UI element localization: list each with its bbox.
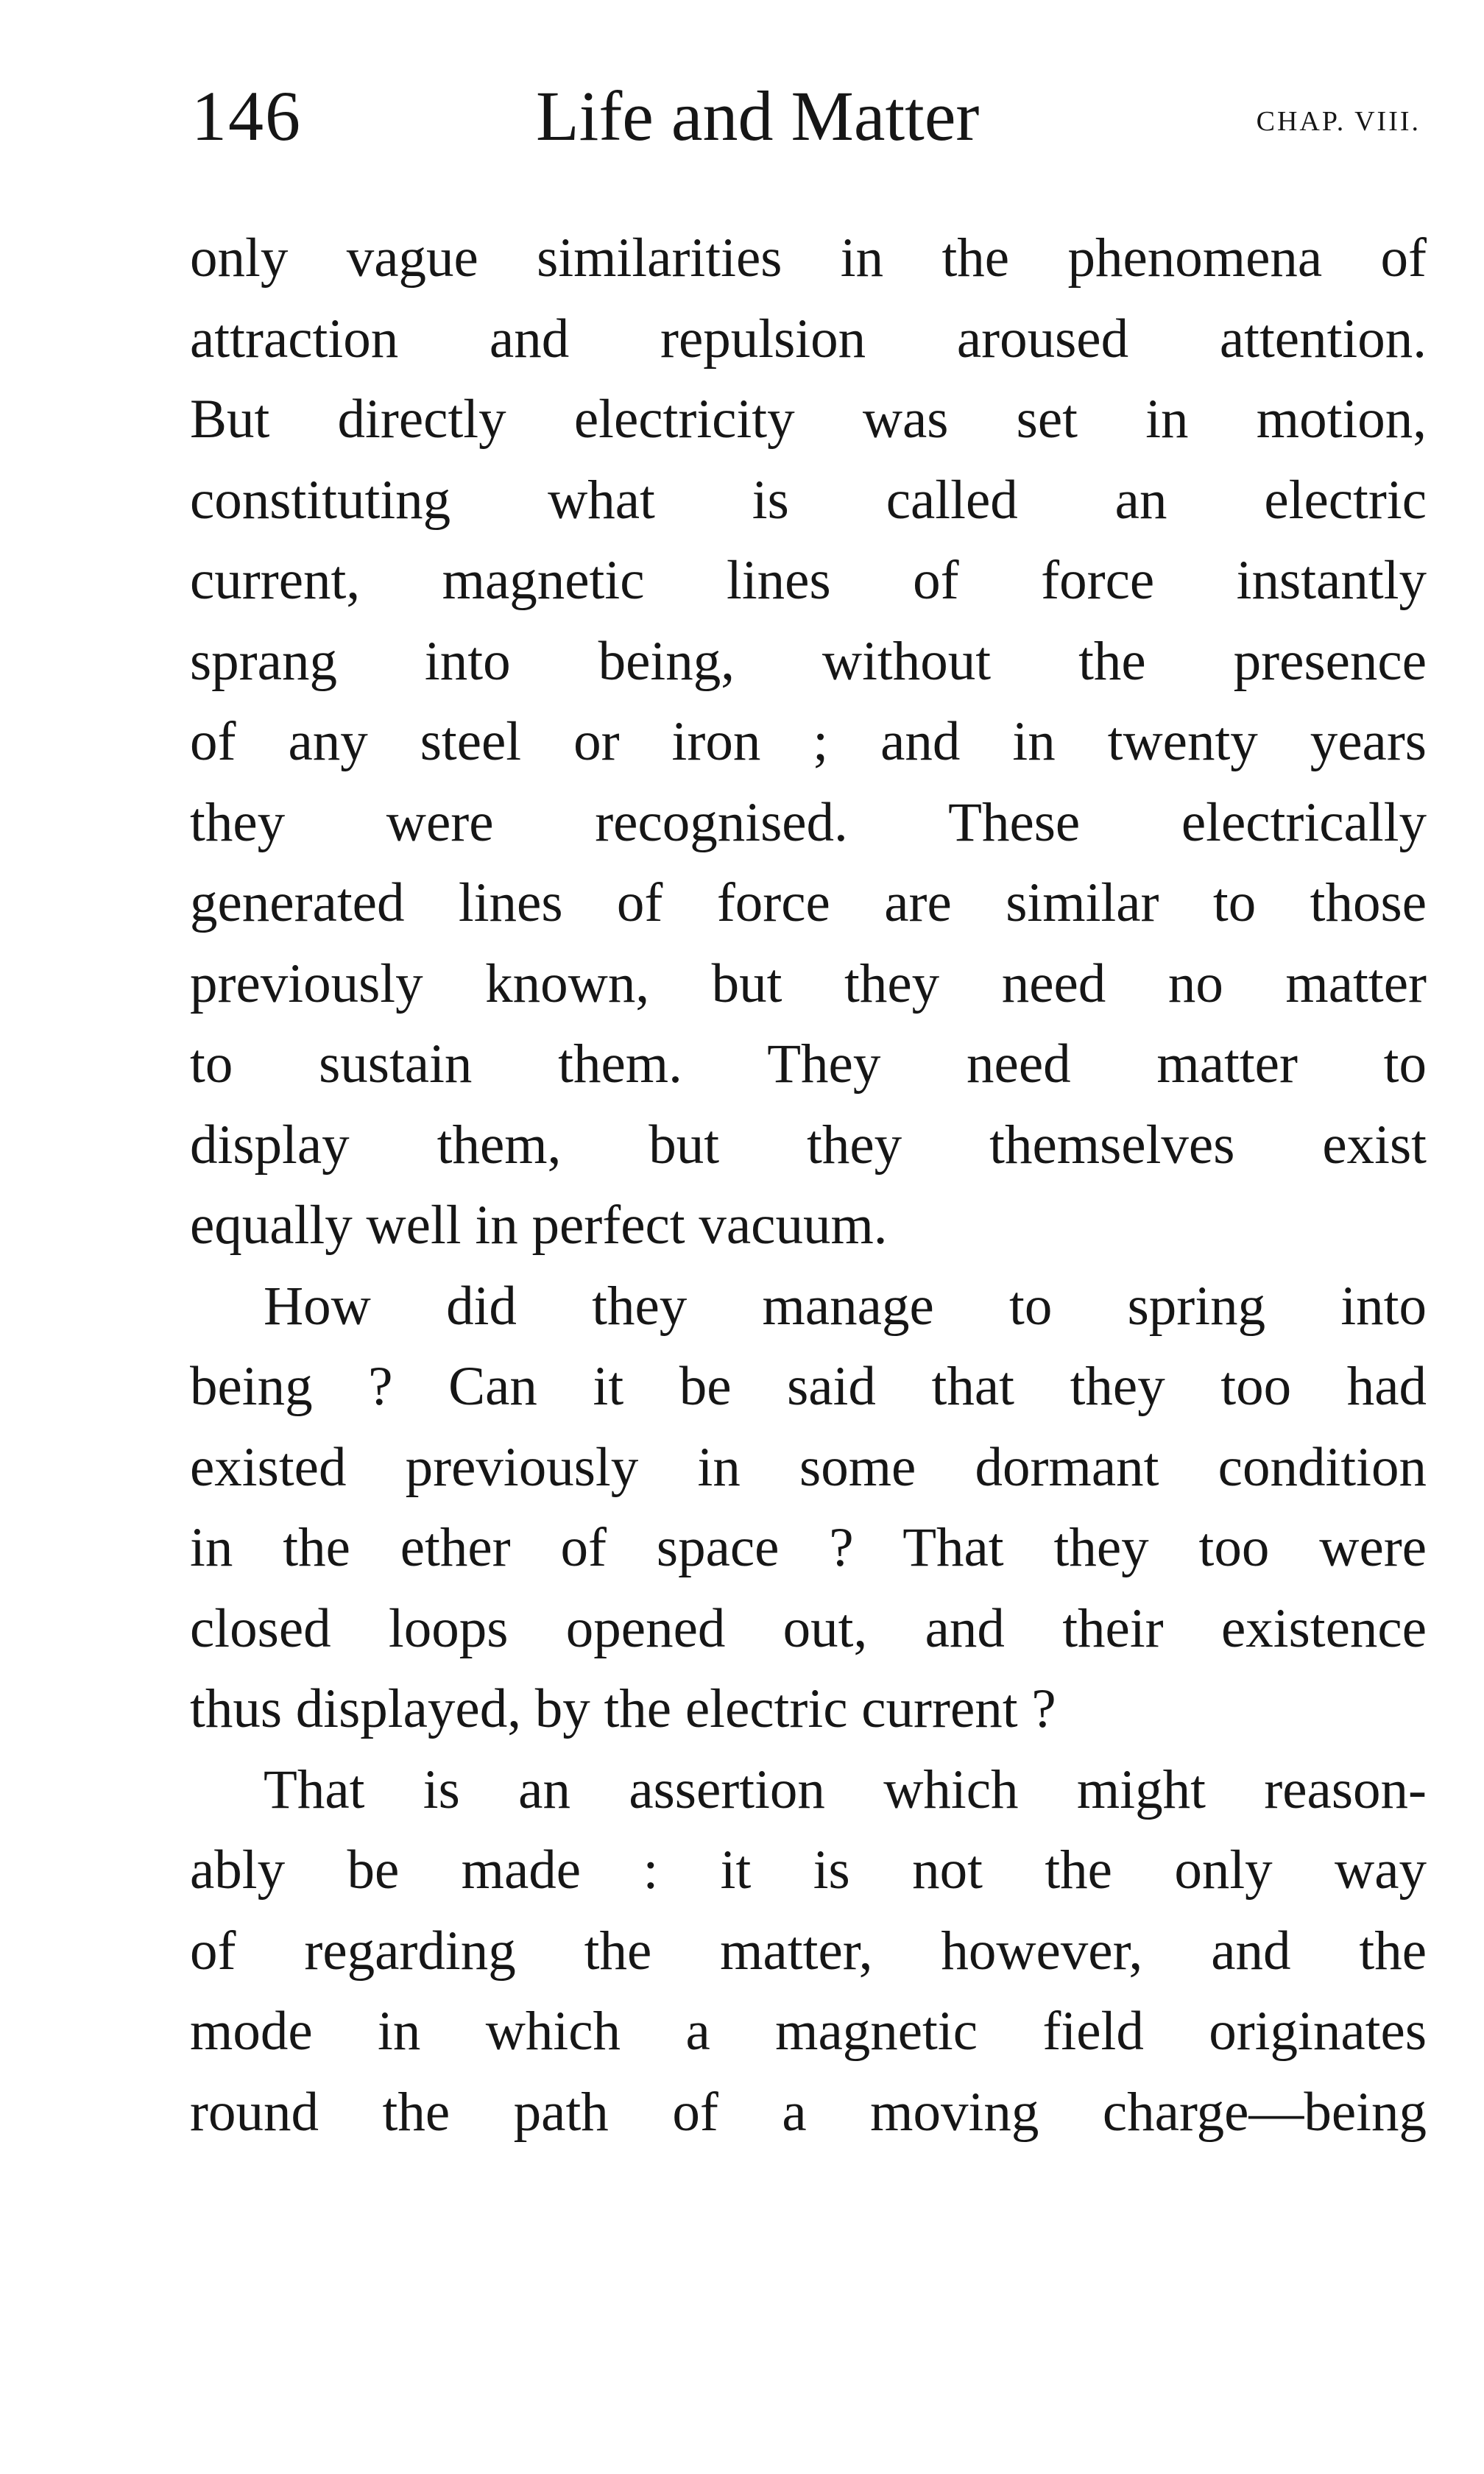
text-line: equally well in perfect vacuum. bbox=[190, 1195, 888, 1256]
text-line: attraction and repulsion aroused attention. bbox=[190, 308, 1427, 370]
text-line: display them, but they themselves exist bbox=[190, 1114, 1427, 1176]
text-line: being ? Can it be said that they too had bbox=[190, 1356, 1427, 1417]
text-line: But directly electricity was set in motion, bbox=[190, 389, 1427, 450]
text-line: of any steel or iron ; and in twenty years bbox=[190, 711, 1427, 772]
text-line: existed previously in some dormant condition bbox=[190, 1436, 1427, 1498]
text-line: sprang into being, without the presence bbox=[190, 630, 1427, 692]
text-line: in the ether of space ? That they too were bbox=[190, 1517, 1427, 1578]
text-line: How did they manage to spring into bbox=[264, 1275, 1427, 1337]
body-text bbox=[190, 218, 1427, 2152]
text-line: constituting what is called an electric bbox=[190, 469, 1427, 531]
chapter-label: CHAP. VIII. bbox=[1256, 106, 1421, 137]
text-line: previously known, but they need no matter bbox=[190, 953, 1427, 1014]
running-title: Life and Matter bbox=[536, 77, 980, 155]
text-line: of regarding the matter, however, and the bbox=[190, 1920, 1427, 1982]
page-number: 146 bbox=[191, 77, 302, 155]
text-line: current, magnetic lines of force instantly bbox=[190, 550, 1427, 611]
text-line: closed loops opened out, and their existence bbox=[190, 1597, 1427, 1659]
text-line: to sustain them. They need matter to bbox=[190, 1033, 1427, 1095]
page-header bbox=[191, 72, 1421, 160]
text-line: mode in which a magnetic field originates bbox=[190, 2001, 1427, 2062]
text-line: round the path of a moving charge—being bbox=[190, 2081, 1427, 2143]
text-line: they were recognised. These electrically bbox=[190, 791, 1427, 853]
text-line: thus displayed, by the electric current ? bbox=[190, 1678, 1056, 1739]
text-line: only vague similarities in the phenomena of bbox=[190, 227, 1427, 289]
text-line: That is an assertion which might reason- bbox=[264, 1759, 1427, 1820]
text-line: ably be made : it is not the only way bbox=[190, 1839, 1427, 1901]
text-line: generated lines of force are similar to those bbox=[190, 872, 1427, 933]
